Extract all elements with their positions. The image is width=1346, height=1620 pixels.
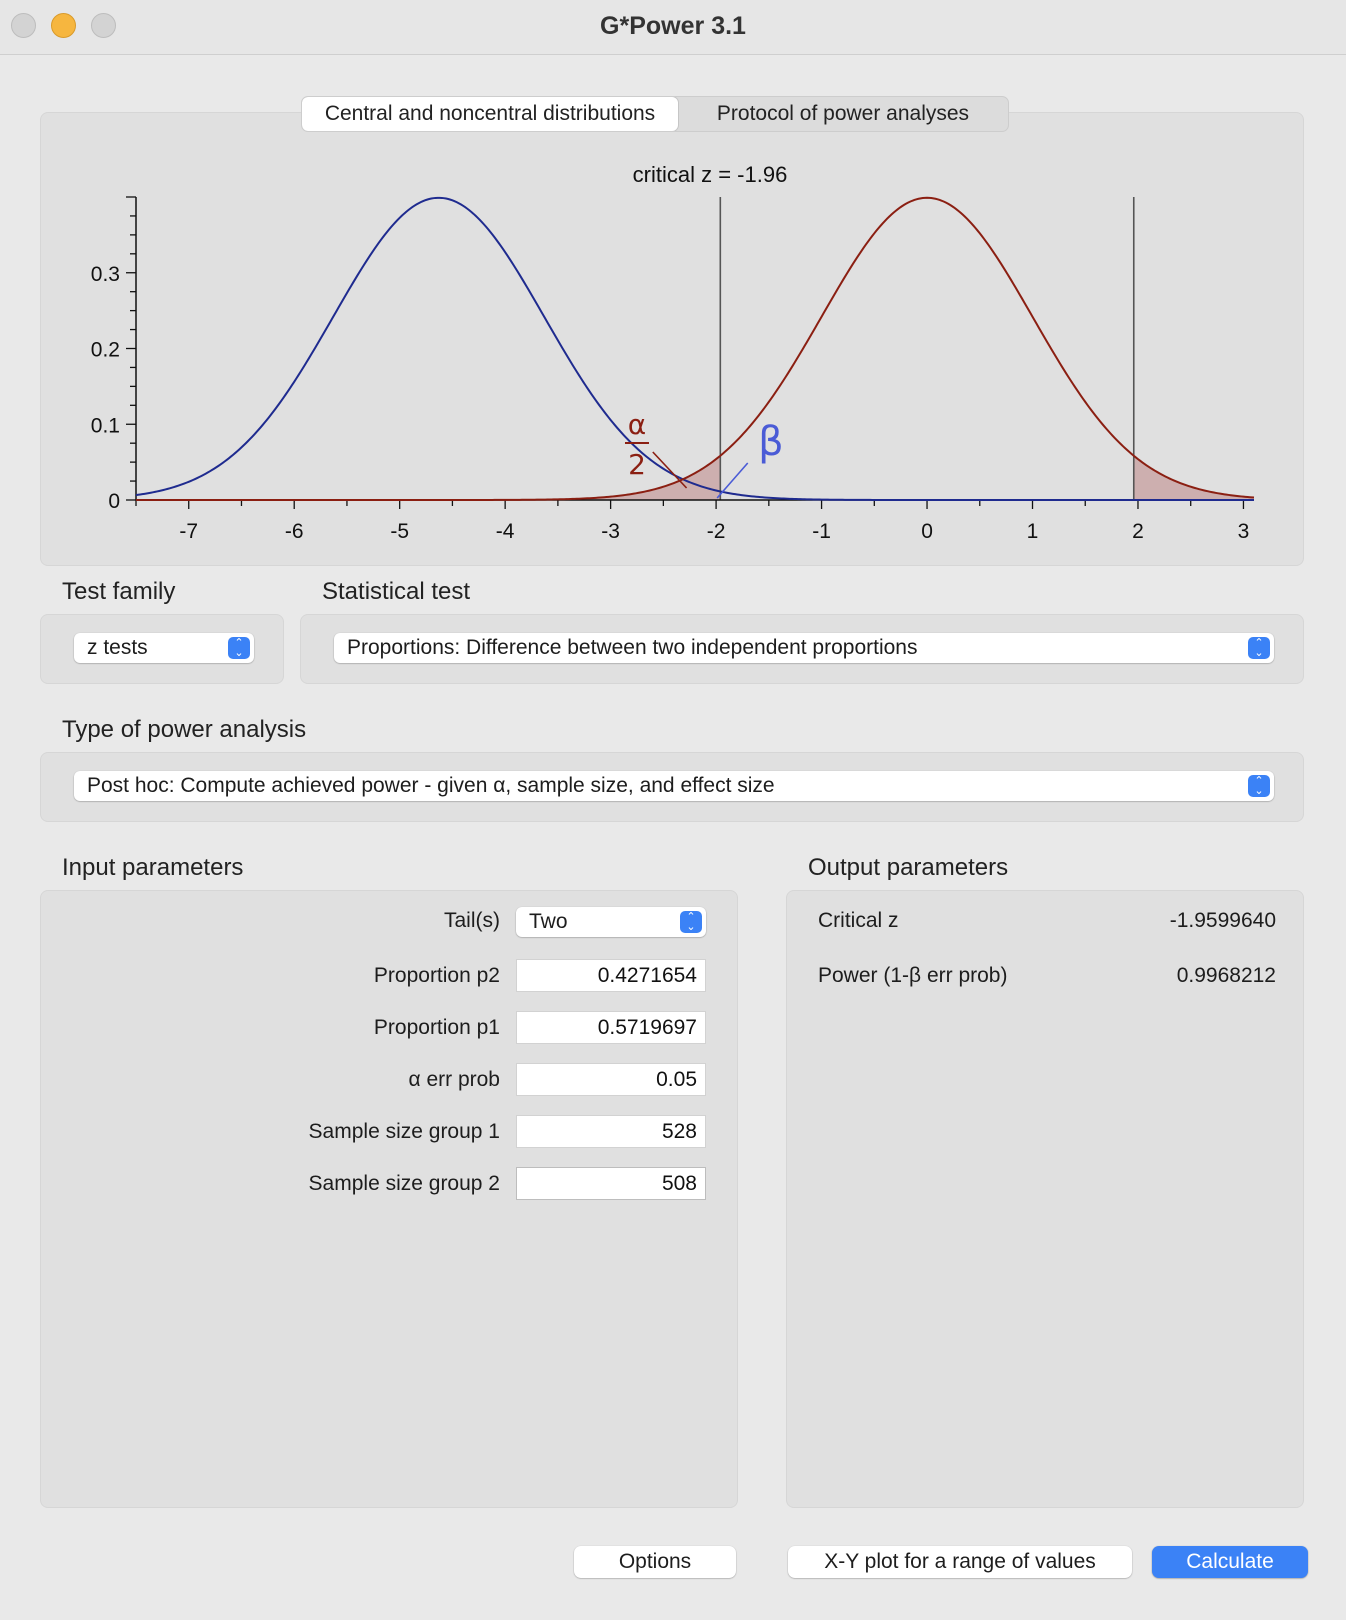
alpha-fraction-denominator: 2 xyxy=(628,448,646,481)
power-analysis-value: Post hoc: Compute achieved power - given α, sample size, and effect size xyxy=(87,774,775,797)
chart-title: critical z = -1.96 xyxy=(632,162,788,187)
statistical-test-value: Proportions: Difference between two independent proportions xyxy=(347,636,918,659)
view-tabs xyxy=(301,96,1009,132)
x-tick-label: -1 xyxy=(812,520,831,543)
alpha-pointer xyxy=(653,452,687,488)
y-tick-label: 0.2 xyxy=(90,338,120,362)
beta-annotation: β xyxy=(758,419,784,465)
distribution-chart xyxy=(0,0,1346,570)
chevron-updown-icon: ⌃ ⌄ xyxy=(1248,637,1270,659)
input-parameters-title: Input parameters xyxy=(62,854,244,881)
power-analysis-select[interactable] xyxy=(74,771,1274,801)
critical-z-value: -1.9599640 xyxy=(1169,909,1276,932)
alpha-err-prob-field[interactable]: 0.05 xyxy=(516,1063,706,1096)
statistical-test-label: Statistical test xyxy=(322,578,471,605)
tails-select[interactable] xyxy=(516,907,706,937)
x-tick-label: 2 xyxy=(1132,520,1144,543)
alpha-right-tail-area xyxy=(1134,456,1254,500)
y-tick-label: 0.3 xyxy=(90,262,120,286)
test-family-label: Test family xyxy=(62,578,176,605)
calculate-button[interactable]: Calculate xyxy=(1152,1546,1308,1578)
x-tick-label: 3 xyxy=(1237,520,1250,543)
x-tick-label: 1 xyxy=(1026,520,1039,543)
proportion-p2-field[interactable]: 0.4271654 xyxy=(516,959,706,992)
proportion-p1-field[interactable]: 0.5719697 xyxy=(516,1011,706,1044)
tab-protocol[interactable]: Protocol of power analyses xyxy=(716,102,970,125)
x-tick-label: -3 xyxy=(601,520,620,543)
sample-size-group1-field[interactable]: 528 xyxy=(516,1115,706,1148)
power-analysis-label: Type of power analysis xyxy=(62,716,307,743)
alpha-err-prob-label: α err prob xyxy=(408,1068,500,1091)
x-tick-label: -7 xyxy=(179,520,199,543)
chevron-updown-icon: ⌃ ⌄ xyxy=(680,911,702,933)
central-distribution-curve xyxy=(136,198,1254,500)
sample-size-group2-label: Sample size group 2 xyxy=(308,1172,500,1195)
proportion-p1-label: Proportion p1 xyxy=(373,1016,500,1039)
options-button[interactable]: Options xyxy=(574,1546,736,1578)
sample-size-group1-label: Sample size group 1 xyxy=(308,1120,500,1143)
tails-label: Tail(s) xyxy=(444,909,500,932)
critical-z-label: Critical z xyxy=(818,909,899,932)
statistical-test-select[interactable] xyxy=(334,633,1274,663)
tails-value: Two xyxy=(529,910,568,933)
xy-plot-button[interactable]: X-Y plot for a range of values xyxy=(788,1546,1132,1578)
test-family-value: z tests xyxy=(87,636,148,659)
x-tick-label: 0 xyxy=(921,520,933,543)
tab-distributions[interactable]: Central and noncentral distributions xyxy=(302,97,678,131)
sample-size-group2-field[interactable]: 508 xyxy=(516,1167,706,1200)
power-label: Power (1-β err prob) xyxy=(818,964,1008,987)
chevron-updown-icon: ⌃ ⌄ xyxy=(1248,775,1270,797)
test-family-select[interactable] xyxy=(74,633,254,663)
y-tick-label: 0.1 xyxy=(90,414,120,438)
window-title: G*Power 3.1 xyxy=(600,12,746,40)
chevron-updown-icon: ⌃ ⌄ xyxy=(228,637,250,659)
output-parameters-title: Output parameters xyxy=(808,854,1009,881)
x-tick-label: -5 xyxy=(390,520,410,543)
alpha-annotation: α xyxy=(627,408,647,441)
x-tick-label: -2 xyxy=(706,520,726,543)
noncentral-distribution-curve xyxy=(136,198,1254,500)
y-tick-label: 0 xyxy=(108,490,120,513)
x-tick-label: -6 xyxy=(284,520,304,543)
power-value: 0.9968212 xyxy=(1176,964,1276,987)
x-tick-label: -4 xyxy=(495,520,515,543)
proportion-p2-label: Proportion p2 xyxy=(373,964,500,987)
